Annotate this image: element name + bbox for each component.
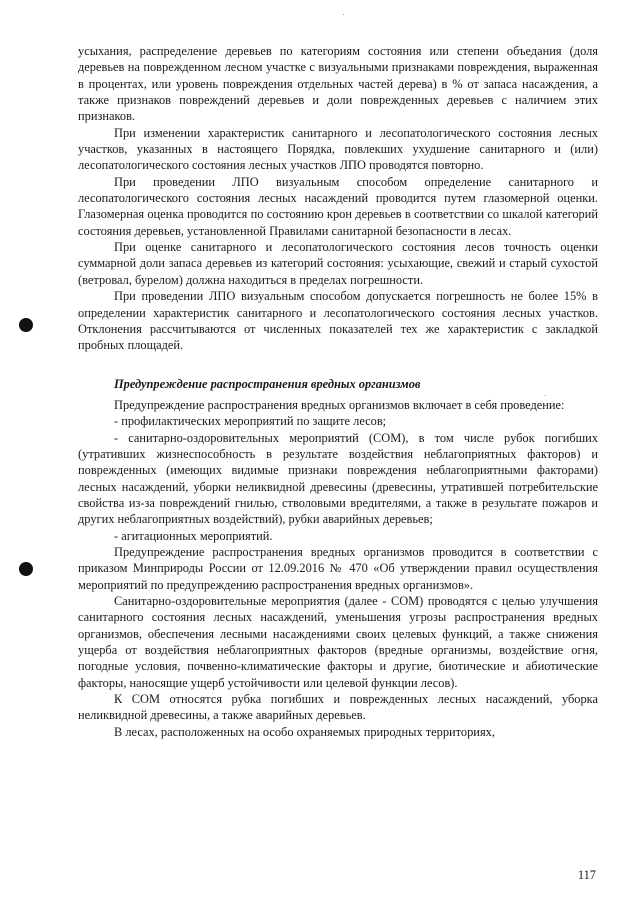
paragraph: Санитарно-оздоровительные мероприятия (далее - СОМ) проводятся с целью улучшения санитарного состояния лесных насаждений, уменьшения угрозы распространения вредных организмов, обеспечения лесными насаждениями своих целевых функций, а также снижения ущерба от воздействия неблагоприятных факторов (вредные организмы, воздействие огня, погодные условия, почвенно-климатические факторы и другие, биотические и абиотические факторы, наносящие ущерб устойчивости или целевой функции лесов).	[78, 594, 598, 690]
list-item: - санитарно-оздоровительных мероприятий (СОМ), в том числе рубок погибших (утративших жизнеспособность в результате воздействия неблагоприятных факторов) и поврежденных (имеющих видимые признаки повреждения неблагоприятными факторами) лесных насаждений, уборки неликвидной древесины (древесины, утратившей потребительские свойства из-за повреждений гнилью, стволовыми вредителями, а также в результате пожаров и других неблагоприятных воздействий), рубки аварийных деревьев;	[78, 430, 598, 527]
paragraph: Предупреждение распространения вредных организмов включает в себя проведение:	[114, 397, 565, 412]
paragraph: При проведении ЛПО визуальным способом допускается погрешность не более 15% в определении характеристик санитарного и лесопатологического состояния лесных участков. Отклонения рассчитываются от численных показателей тех же характеристик с закладкой пробных площадей.	[78, 289, 598, 353]
list-item: - профилактических мероприятий по защите лесов;	[114, 414, 387, 429]
document-page	[78, 43, 598, 740]
paragraph: При изменении характеристик санитарного и лесопатологического состояния лесных участков, указанных в настоящего Порядка, повлекших ухудшение санитарного и (или) лесопатологического состояния лесных участков ЛПО проводятся повторно.	[78, 125, 598, 173]
paragraph: При оценке санитарного и лесопатологического состояния лесов точность оценки суммарной доли запаса деревьев из категорий состояния: усыхающие, свежий и старый сухостой (ветровал, бурелом) должна находиться в пределах погрешности.	[78, 240, 598, 287]
punch-hole-bottom	[19, 562, 33, 576]
paragraph: В лесах, расположенных на особо охраняемых природных территориях,	[114, 724, 495, 739]
scan-speck	[343, 14, 344, 15]
section-heading: Предупреждение распространения вредных организмов	[114, 376, 421, 391]
list-item: - агитационных мероприятий.	[114, 528, 273, 543]
punch-hole-top	[19, 318, 33, 332]
paragraph: К СОМ относятся рубка погибших и поврежденных лесных насаждений, уборка неликвидной древесины, а также аварийных деревьев.	[78, 692, 598, 723]
paragraph: Предупреждение распространения вредных организмов проводится в соответствии с приказом Минприроды России от 12.09.2016 № 470 «Об утверждении правил осуществления мероприятий по предупреждению распространения вредных организмов».	[78, 544, 598, 592]
paragraph: усыхания, распределение деревьев по категориям состояния или степени объедания (доля деревьев на поврежденном лесном участке с визуальными признаками повреждения, выраженная в процентах, или уровень повреждения отдельных частей дерева) в % от запаса насаждения, а также признаков повреждений деревьев и доли поврежденных деревьев с наличием этих признаков.	[78, 44, 598, 124]
paragraph: При проведении ЛПО визуальным способом определение санитарного и лесопатологического состояния лесных насаждений проводится путем глазомерной оценки. Глазомерная оценка проводится по состоянию крон деревьев в соответствии со шкалой категорий состояния деревьев, установленной Правилами санитарной безопасности в лесах.	[78, 174, 598, 238]
page-number: 117	[577, 868, 596, 882]
